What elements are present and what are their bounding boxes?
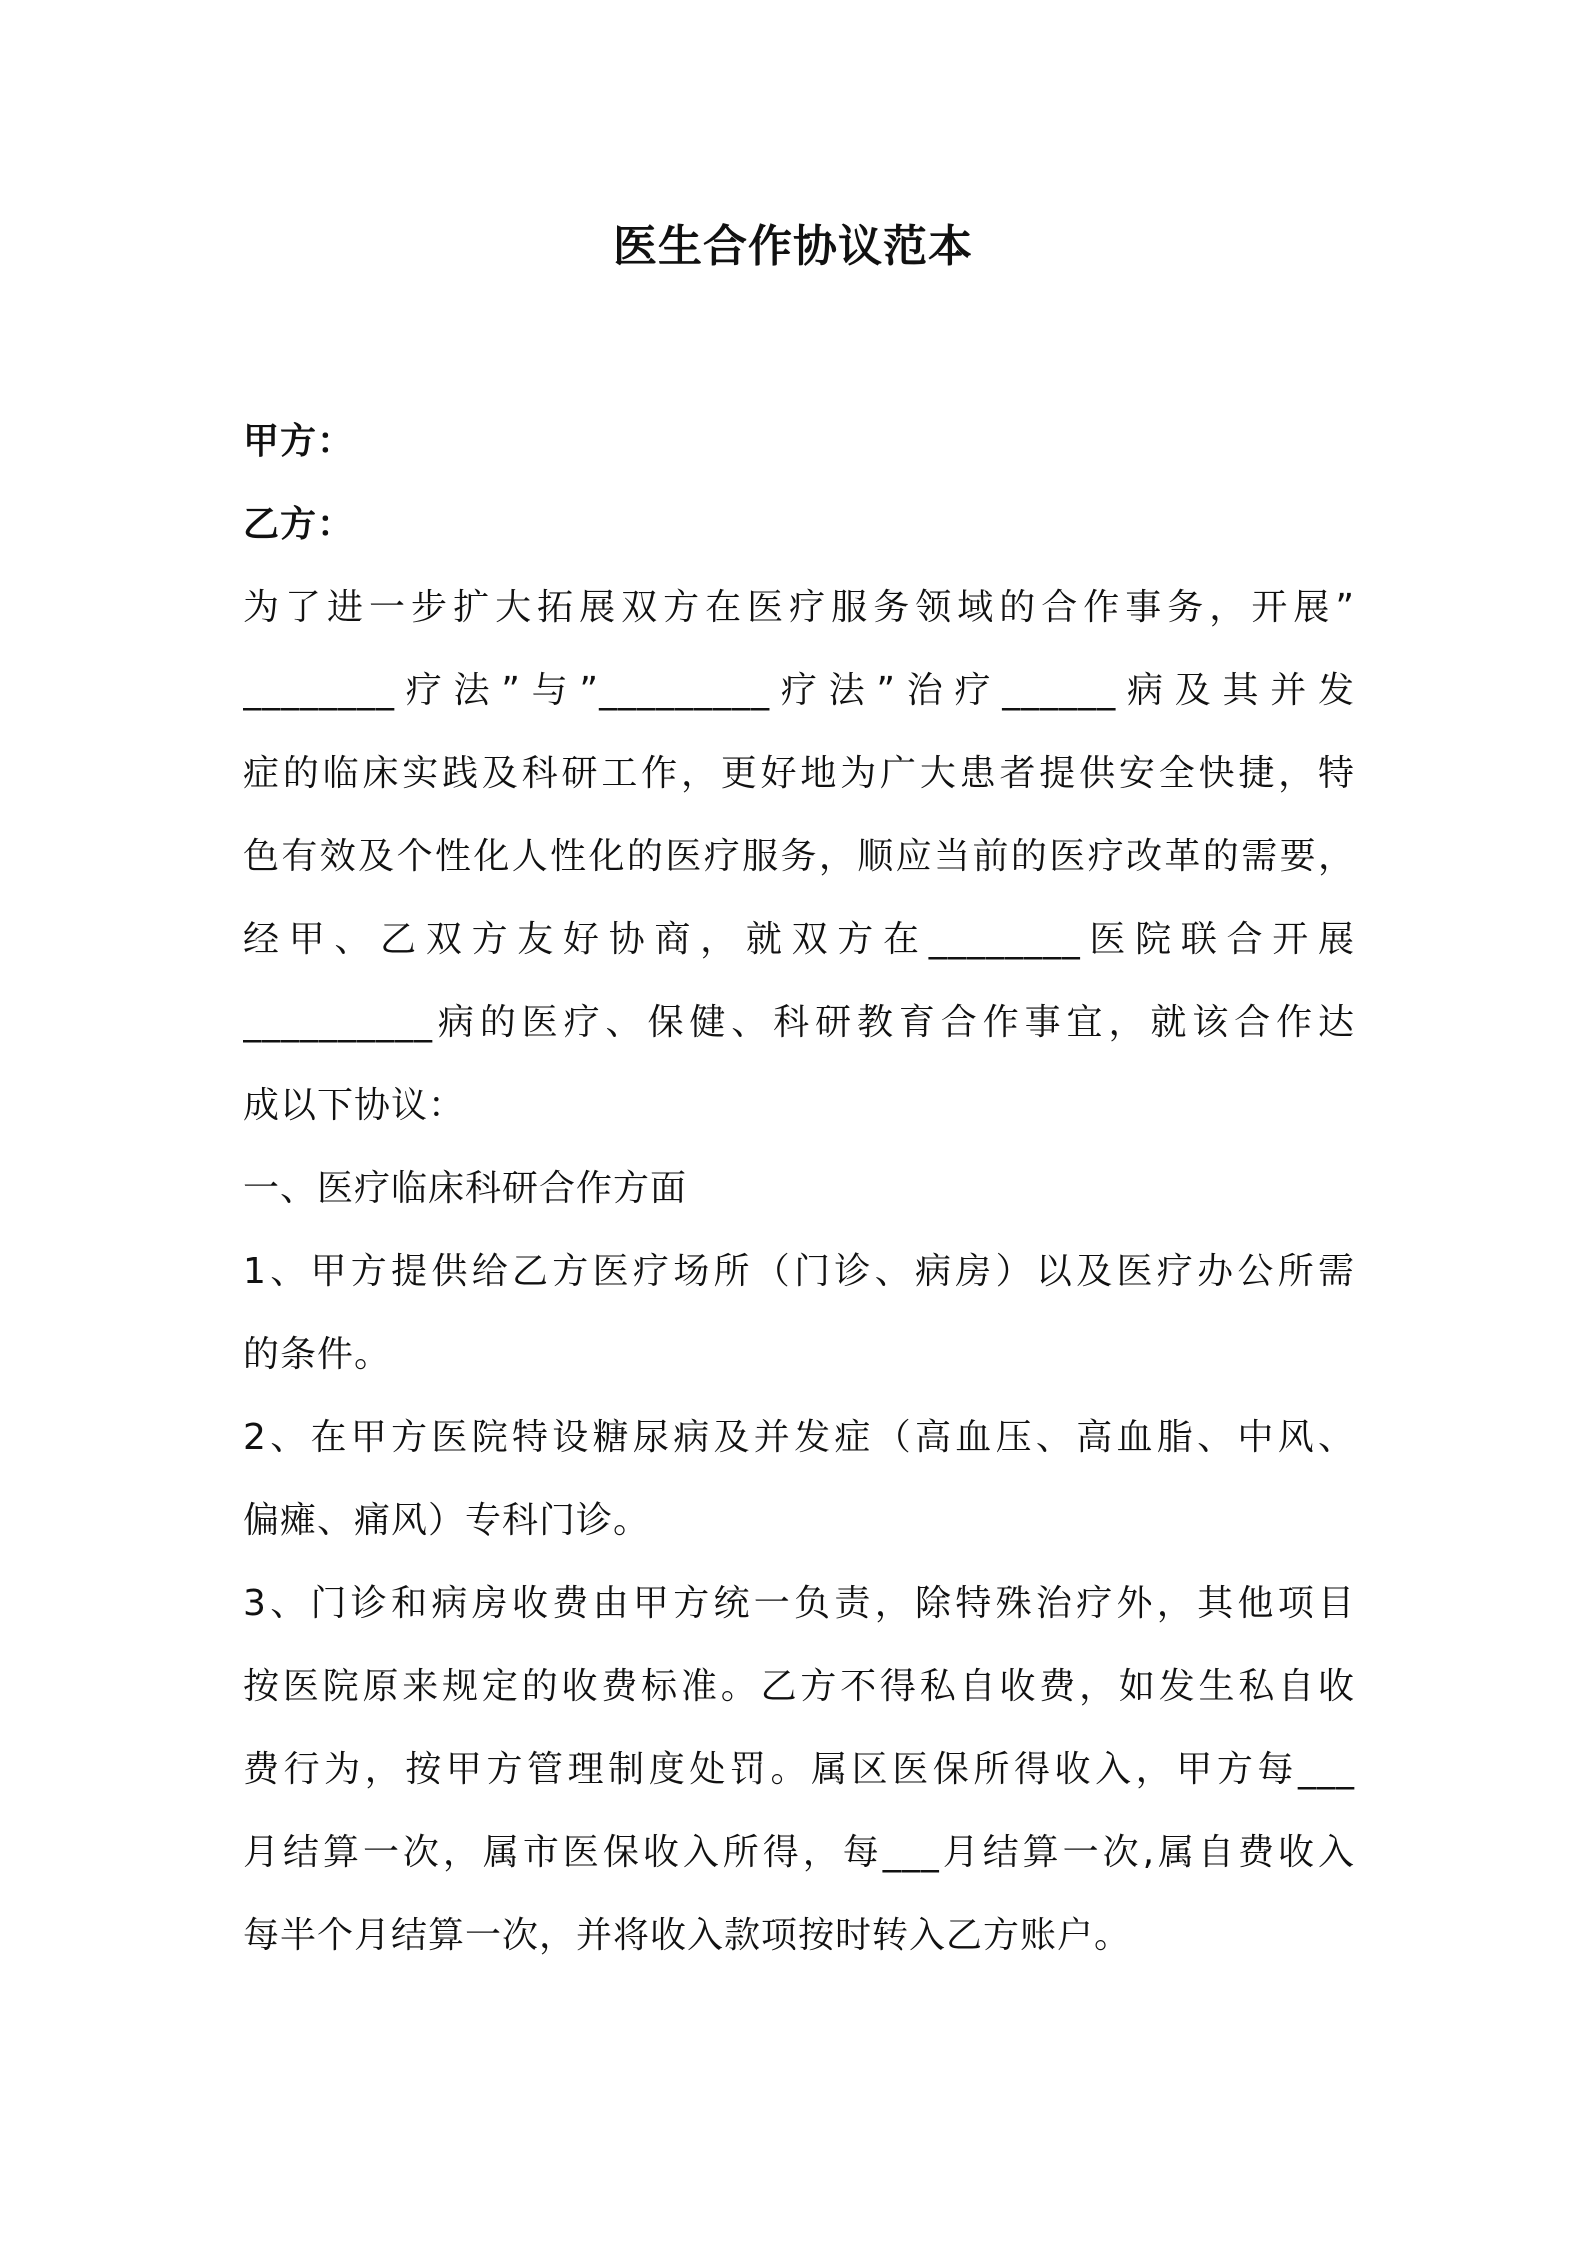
document-title: 医生合作协议范本 [613,221,973,272]
clause-line: 月结算一次，属市医保收入所得，每___月结算一次,属自费收入 [243,1832,1355,1873]
clause-line: 按医院原来规定的收费标准。乙方不得私自收费，如发生私自收 [243,1666,1355,1707]
clause-line: 费行为，按甲方管理制度处罚。属区医保所得收入，甲方每___ [243,1749,1355,1790]
clause-line: 偏瘫、痛风）专科门诊。 [243,1500,651,1541]
paragraph-line: 为了进一步扩大拓展双方在医疗服务领域的合作事务，开展” [243,587,1355,628]
clause-line: 2、在甲方医院特设糖尿病及并发症（高血压、高血脂、中风、 [243,1417,1355,1458]
document-body [243,400,1355,1977]
paragraph-line: 症的临床实践及科研工作，更好地为广大患者提供安全快捷，特 [243,753,1355,794]
paragraph-line: __________病的医疗、保健、科研教育合作事宜，就该合作达 [243,1002,1355,1043]
party-b-label: 乙方： [243,504,355,545]
party-a-label: 甲方： [243,421,355,462]
paragraph-line: 经甲、乙双方友好协商，就双方在________医院联合开展 [243,919,1355,960]
clause-line: 3、门诊和病房收费由甲方统一负责，除特殊治疗外，其他项目 [243,1583,1355,1624]
clause-line: 每半个月结算一次，并将收入款项按时转入乙方账户。 [243,1915,1132,1956]
section-heading: 一、医疗临床科研合作方面 [243,1168,688,1209]
paragraph-line: ________疗法”与”_________疗法”治疗______病及其并发 [243,670,1355,711]
paragraph-line: 色有效及个性化人性化的医疗服务，顺应当前的医疗改革的需要， [243,836,1355,877]
clause-line: 1、甲方提供给乙方医疗场所（门诊、病房）以及医疗办公所需 [243,1251,1355,1292]
clause-line: 的条件。 [243,1334,392,1375]
paragraph-line: 成以下协议： [243,1085,466,1126]
